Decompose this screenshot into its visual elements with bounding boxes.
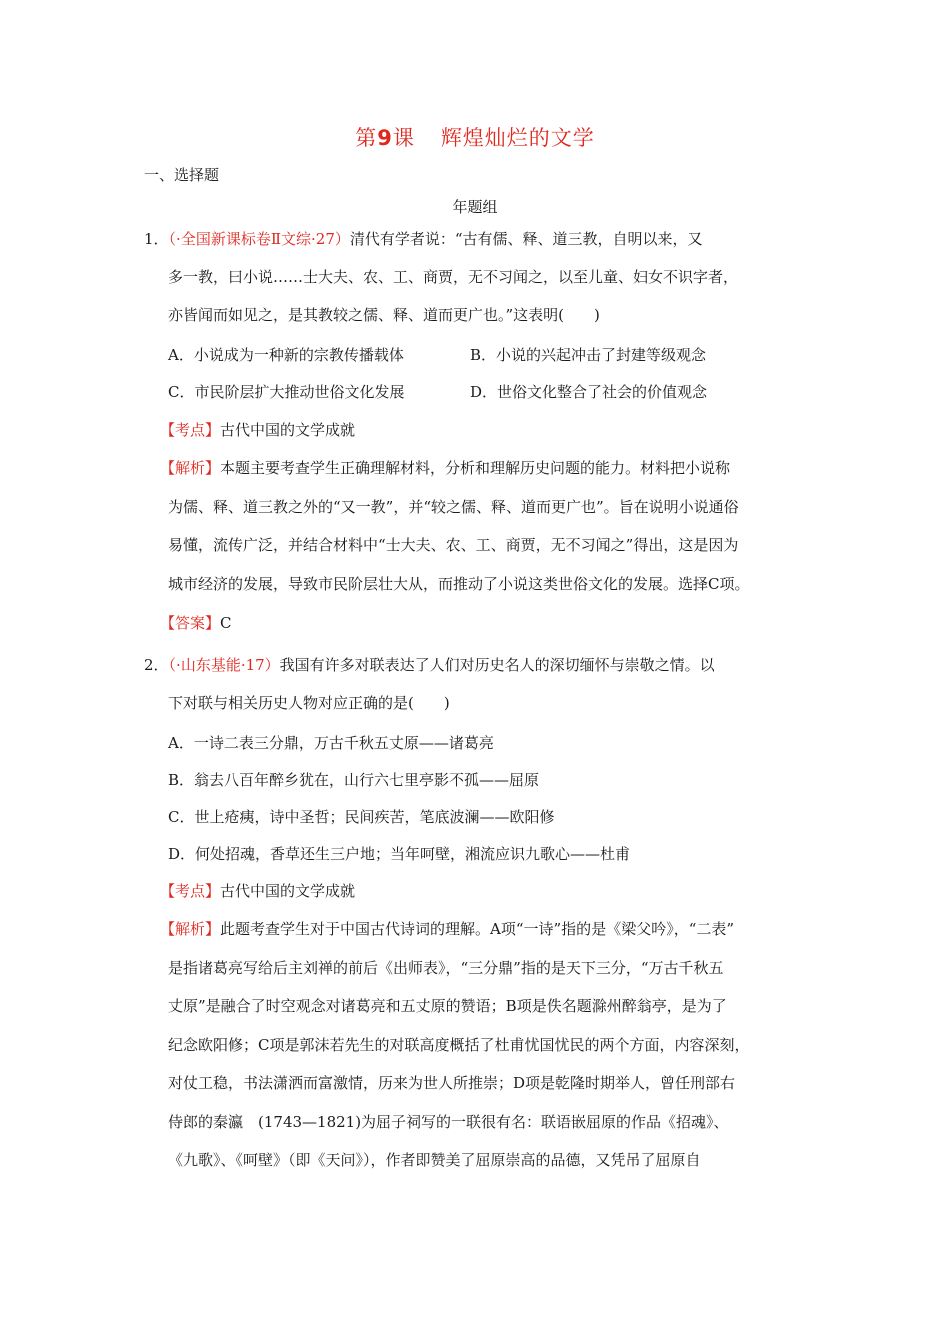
question-2-stem-line-1: 2．（·山东基能·17）我国有许多对联表达了人们对历史名人的深切缅怀与崇敬之情。以 xyxy=(144,656,715,674)
question-1-stem-line-2: 多一教，曰小说……士大夫、农、工、商贾，无不习闻之，以至儿童、妇女不识字者， xyxy=(168,268,739,286)
kaodian-label: 【考点】 xyxy=(160,421,221,439)
question-2-stem-line-2: 下对联与相关历史人物对应正确的是( ) xyxy=(168,694,450,712)
question-2-source: （·山东基能·17） xyxy=(168,656,280,674)
question-1-jiexi-line-4: 城市经济的发展，导致市民阶层壮大从，而推动了小说这类世俗文化的发展。选择C项。 xyxy=(168,575,750,593)
question-2-jiexi-line-2: 是指诸葛亮写给后主刘禅的前后《出师表》，“三分鼎”指的是天下三分，“万古千秋五 xyxy=(168,959,724,977)
question-2-jiexi-line-4: 纪念欧阳修；C项是郭沫若先生的对联高度概括了杜甫忧国忧民的两个方面，内容深刻， xyxy=(168,1036,750,1054)
kaodian-label: 【考点】 xyxy=(160,882,221,900)
question-1-stem-line-1: 1．（·全国新课标卷Ⅱ文综·27）清代有学者说：“古有儒、释、道三教，自明以来，又 xyxy=(144,230,703,248)
lesson-title xyxy=(0,122,950,152)
subsection-heading: 年题组 xyxy=(452,198,498,216)
question-1-option-a: A．小说成为一种新的宗教传播载体 xyxy=(168,346,404,364)
question-1-answer: 【答案】C xyxy=(160,614,232,632)
question-1-jiexi-line-3: 易懂，流传广泛，并结合材料中“士大夫、农、工、商贾，无不习闻之”得出，这是因为 xyxy=(168,536,739,554)
question-2-jiexi-line-3: 丈原”是融合了时空观念对诸葛亮和五丈原的赞语；B项是佚名题滁州醉翁亭，是为了 xyxy=(168,997,727,1015)
section-heading: 一、选择题 xyxy=(144,166,220,184)
title-part2: 课 xyxy=(392,126,415,150)
question-2-number: 2． xyxy=(144,656,169,674)
question-1-jiexi-line-2: 为儒、释、道三教之外的“又一教”，并“较之儒、释、道而更广也”。旨在说明小说通俗 xyxy=(168,498,739,516)
title-part3: 辉煌灿烂的文学 xyxy=(440,126,595,150)
question-1-number: 1． xyxy=(144,230,169,248)
jiexi-label: 【解析】 xyxy=(160,920,221,938)
question-2-jiexi-line-6: 侍郎的秦瀛 (1743—1821)为屈子祠写的一联很有名：联语嵌屈原的作品《招魂》、 xyxy=(168,1113,729,1131)
question-1-option-d: D．世俗文化整合了社会的价值观念 xyxy=(470,383,708,401)
question-1-option-c: C．市民阶层扩大推动世俗文化发展 xyxy=(168,383,405,401)
question-1-kaodian: 【考点】古代中国的文学成就 xyxy=(160,421,356,439)
jiexi-label: 【解析】 xyxy=(160,459,221,477)
question-2-option-b: B．翁去八百年醉乡犹在，山行六七里亭影不孤——屈原 xyxy=(168,771,540,789)
question-2-option-c: C．世上疮痍，诗中圣哲；民间疾苦，笔底波澜——欧阳修 xyxy=(168,808,555,826)
question-1-jiexi-line-1: 【解析】本题主要考查学生正确理解材料，分析和理解历史问题的能力。材料把小说称 xyxy=(160,459,731,477)
title-number: 9 xyxy=(377,126,393,150)
question-2-option-d: D．何处招魂，香草还生三户地；当年呵壁，湘流应识九歌心——杜甫 xyxy=(168,845,631,863)
question-2-jiexi-line-7: 《九歌》、《呵壁》（即《天问》），作者即赞美了屈原崇高的品德，又凭吊了屈原自 xyxy=(168,1151,701,1169)
question-1-stem-line-3: 亦皆闻而如见之，是其教较之儒、释、道而更广也。”这表明( ) xyxy=(168,306,600,324)
question-2-option-a: A．一诗二表三分鼎，万古千秋五丈原——诸葛亮 xyxy=(168,734,494,752)
question-2-jiexi-line-1: 【解析】此题考查学生对于中国古代诗词的理解。A项“一诗”指的是《梁父吟》，“二表” xyxy=(160,920,735,938)
answer-label: 【答案】 xyxy=(160,614,221,632)
question-1-source: （·全国新课标卷Ⅱ文综·27） xyxy=(168,230,350,248)
title-part1: 第 xyxy=(355,126,378,150)
question-2-jiexi-line-5: 对仗工稳，书法潇洒而富激情，历来为世人所推崇；D项是乾隆时期举人，曾任刑部右 xyxy=(168,1074,736,1092)
question-2-kaodian: 【考点】古代中国的文学成就 xyxy=(160,882,356,900)
question-1-option-b: B．小说的兴起冲击了封建等级观念 xyxy=(470,346,707,364)
